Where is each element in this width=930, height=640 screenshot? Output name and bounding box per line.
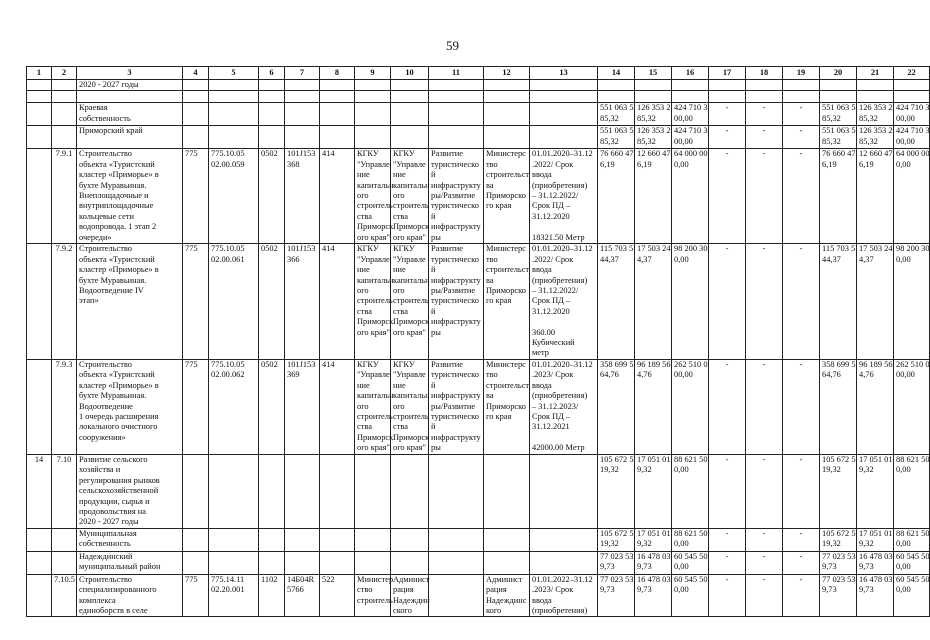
table-cell: [391, 103, 429, 126]
table-cell: 17 051 01 9,32: [857, 528, 894, 551]
table-cell: [391, 454, 429, 528]
table-cell: [259, 80, 285, 91]
table-cell: [209, 80, 259, 91]
table-cell: 551 063 5 85,32: [820, 103, 857, 126]
table-cell: [746, 80, 783, 91]
table-cell: [429, 126, 484, 149]
table-cell: [285, 454, 320, 528]
table-cell: КГКУ "Управле ние капитальн ого строитель ства Приморск ого края": [391, 359, 429, 454]
table-cell: 17 051 01 9,32: [857, 454, 894, 528]
table-cell: 88 621 50 0,00: [672, 528, 709, 551]
table-cell: [429, 80, 484, 91]
table-cell: [320, 528, 355, 551]
column-header: 21: [857, 67, 894, 80]
table-cell: -: [709, 149, 746, 244]
table-cell: -: [709, 528, 746, 551]
table-cell: [259, 551, 285, 574]
table-cell: -: [746, 551, 783, 574]
table-cell: [285, 528, 320, 551]
table-cell: -: [746, 528, 783, 551]
table-cell: [27, 528, 52, 551]
table-cell: 105 672 5 19,32: [820, 528, 857, 551]
table-cell: Муниципальная собственность: [77, 528, 183, 551]
table-cell: 64 000 00 0,00: [672, 149, 709, 244]
table-cell: 16 478 03 9,73: [857, 551, 894, 574]
table-cell: -: [709, 126, 746, 149]
table-cell: 105 672 5 19,32: [820, 454, 857, 528]
table-cell: 17 503 24 4,37: [857, 244, 894, 359]
table-cell: 12 660 47 6,19: [857, 149, 894, 244]
table-cell: 414: [320, 149, 355, 244]
column-header: 10: [391, 67, 429, 80]
table-cell: 424 710 3 00,00: [894, 103, 930, 126]
table-cell: -: [783, 574, 820, 617]
table-cell: КГКУ "Управле ние капитальн ого строитель ства Приморск ого края": [355, 244, 391, 359]
table-cell: -: [709, 551, 746, 574]
table-cell: 775: [183, 359, 209, 454]
table-cell: Министерс тво строительст ва Приморско го края: [484, 244, 530, 359]
table-cell: [285, 551, 320, 574]
table-cell: [783, 91, 820, 103]
table-cell: [27, 574, 52, 617]
table-cell: [27, 126, 52, 149]
column-header: 6: [259, 67, 285, 80]
table-cell: [672, 91, 709, 103]
table-cell: [429, 91, 484, 103]
table-cell: [484, 103, 530, 126]
table-cell: 414: [320, 244, 355, 359]
table-cell: Строительство объекта «Туристский кластер «Приморье» в бухте Муравьиная. Внеплощадочные и внутриплощадочные кольцевые сети водопровода. 1 этап 2 очереди»: [77, 149, 183, 244]
table-cell: -: [783, 126, 820, 149]
table-cell: КГКУ "Управле ние капитальн ого строитель ства Приморск ого края": [391, 244, 429, 359]
table-cell: [484, 454, 530, 528]
table-cell: 17 051 01 9,32: [635, 528, 672, 551]
table-cell: [355, 551, 391, 574]
table-cell: [52, 80, 77, 91]
table-cell: 424 710 3 00,00: [672, 126, 709, 149]
table-cell: [530, 454, 598, 528]
table-cell: [209, 528, 259, 551]
table-cell: 262 510 0 00,00: [894, 359, 930, 454]
table-cell: -: [783, 103, 820, 126]
table-cell: 76 660 47 6,19: [820, 149, 857, 244]
table-cell: 01.01.2020–31.12 .2022/ Срок ввода (приобретения) – 31.12.2022/ Срок ПД – 31.12.2020 18321.50 Метр: [530, 149, 598, 244]
table-cell: [259, 91, 285, 103]
table-cell: [530, 126, 598, 149]
table-cell: -: [746, 149, 783, 244]
table-cell: 775.10.05 02.00.059: [209, 149, 259, 244]
table-row: [27, 149, 930, 244]
table-cell: [391, 126, 429, 149]
table-cell: КГКУ "Управле ние капитальн ого строитель ства Приморск ого края": [355, 359, 391, 454]
table-cell: КГКУ "Управле ние капитальн ого строитель ства Приморск ого края": [391, 149, 429, 244]
table-cell: 775.14.11 02.20.001: [209, 574, 259, 617]
column-header: 22: [894, 67, 930, 80]
table-cell: [598, 80, 635, 91]
table-cell: [429, 528, 484, 551]
table-cell: [27, 244, 52, 359]
table-cell: [635, 91, 672, 103]
table-cell: 101J153 366: [285, 244, 320, 359]
table-cell: [209, 454, 259, 528]
table-cell: 101J153 368: [285, 149, 320, 244]
page-number: 59: [446, 38, 459, 53]
table-cell: 17 051 01 9,32: [635, 454, 672, 528]
table-cell: -: [709, 359, 746, 454]
table-cell: -: [746, 244, 783, 359]
table-cell: [259, 103, 285, 126]
table-cell: [209, 103, 259, 126]
table-cell: 775.10.05 02.00.062: [209, 359, 259, 454]
table-cell: [320, 454, 355, 528]
table-cell: 0502: [259, 359, 285, 454]
table-cell: [52, 91, 77, 103]
table-cell: [320, 103, 355, 126]
table-cell: 96 189 56 4,76: [635, 359, 672, 454]
table-cell: -: [783, 551, 820, 574]
table-cell: [894, 91, 930, 103]
column-header: 11: [429, 67, 484, 80]
table-cell: [391, 91, 429, 103]
table-cell: [52, 103, 77, 126]
table-cell: 105 672 5 19,32: [598, 454, 635, 528]
column-header: 19: [783, 67, 820, 80]
table-cell: [52, 528, 77, 551]
table-cell: 101J153 369: [285, 359, 320, 454]
table-cell: [530, 80, 598, 91]
table-cell: 17 503 24 4,37: [635, 244, 672, 359]
table-cell: 14Б04R 5766: [285, 574, 320, 617]
table-cell: [77, 91, 183, 103]
table-cell: [709, 80, 746, 91]
table-cell: [530, 91, 598, 103]
table-cell: Строительство объекта «Туристский кластер «Приморье» в бухте Муравьиная. Водоотведение 1 очередь расширения локального очистного сооружения»: [77, 359, 183, 454]
table-cell: [355, 80, 391, 91]
column-header: 18: [746, 67, 783, 80]
table-cell: КГКУ "Управле ние капитальн ого строитель ства Приморск ого края": [355, 149, 391, 244]
table-cell: [183, 103, 209, 126]
table-cell: [709, 91, 746, 103]
table-cell: [391, 528, 429, 551]
table-cell: [783, 80, 820, 91]
table-cell: 7.9.3: [52, 359, 77, 454]
table-cell: [429, 454, 484, 528]
table-cell: [285, 103, 320, 126]
header-row: [27, 67, 930, 80]
column-header: 4: [183, 67, 209, 80]
table-cell: -: [746, 454, 783, 528]
table-cell: 262 510 0 00,00: [672, 359, 709, 454]
column-header: 16: [672, 67, 709, 80]
table-cell: -: [709, 574, 746, 617]
table-cell: Админист рация Надеждинс кого: [484, 574, 530, 617]
table-cell: [857, 80, 894, 91]
table-cell: Министерс тво строительст ва Приморско го края: [484, 359, 530, 454]
table-cell: [530, 528, 598, 551]
table-cell: -: [746, 574, 783, 617]
table-cell: [672, 80, 709, 91]
table-cell: Краевая собственность: [77, 103, 183, 126]
table-row: [27, 551, 930, 574]
table-cell: [259, 126, 285, 149]
table-cell: 60 545 50 0,00: [894, 574, 930, 617]
table-cell: Развитие туристическо й инфраструкту ры/Развитие туристическо й инфраструкту ры: [429, 149, 484, 244]
table-row: [27, 574, 930, 617]
table-cell: [259, 528, 285, 551]
table-cell: [355, 91, 391, 103]
table-cell: [285, 126, 320, 149]
table-cell: [320, 80, 355, 91]
table-cell: 98 200 30 0,00: [672, 244, 709, 359]
column-header: 5: [209, 67, 259, 80]
table-cell: 16 478 03 9,73: [857, 574, 894, 617]
table-cell: [259, 454, 285, 528]
table-cell: 01.01.2020–31.12 .2023/ Срок ввода (приобретения) – 31.12.2023/ Срок ПД – 31.12.2021 42000.00 Метр: [530, 359, 598, 454]
table-cell: Надеждинский муниципальный район: [77, 551, 183, 574]
column-header: 3: [77, 67, 183, 80]
table-cell: [183, 454, 209, 528]
table-cell: Развитие туристическо й инфраструкту ры/Развитие туристическо й инфраструкту ры: [429, 359, 484, 454]
table-cell: Министер ство строитель: [355, 574, 391, 617]
table-cell: 60 545 50 0,00: [672, 574, 709, 617]
table-cell: Строительство объекта «Туристский кластер «Приморье» в бухте Муравьиная. Водоотведение IV этап»: [77, 244, 183, 359]
table-cell: [320, 126, 355, 149]
table-cell: 16 478 03 9,73: [635, 551, 672, 574]
table-cell: [530, 103, 598, 126]
table-cell: [355, 103, 391, 126]
table-row: [27, 103, 930, 126]
table-cell: [52, 551, 77, 574]
table-row: [27, 80, 930, 91]
table-row: [27, 126, 930, 149]
table-cell: 60 545 50 0,00: [894, 551, 930, 574]
table-cell: [209, 551, 259, 574]
table-cell: [183, 126, 209, 149]
table-cell: 64 000 00 0,00: [894, 149, 930, 244]
table-cell: [429, 103, 484, 126]
table-cell: 77 023 53 9,73: [598, 574, 635, 617]
table-cell: 7.9.2: [52, 244, 77, 359]
table-cell: 424 710 3 00,00: [672, 103, 709, 126]
table-cell: [355, 126, 391, 149]
table-cell: 551 063 5 85,32: [820, 126, 857, 149]
table-row: [27, 528, 930, 551]
table-cell: -: [709, 103, 746, 126]
table-cell: 358 699 5 64,76: [598, 359, 635, 454]
table-cell: [484, 528, 530, 551]
table-cell: [391, 80, 429, 91]
table-cell: -: [783, 528, 820, 551]
table-cell: Развитие сельского хозяйства и регулирования рынков сельскохозяйственной продукции, сырья и продовольствия на 2020 - 2027 годы: [77, 454, 183, 528]
table-cell: [183, 91, 209, 103]
table-cell: 522: [320, 574, 355, 617]
table-cell: [429, 551, 484, 574]
table-cell: [484, 126, 530, 149]
table-cell: -: [709, 244, 746, 359]
column-header: 7: [285, 67, 320, 80]
table-cell: 551 063 5 85,32: [598, 126, 635, 149]
table-cell: Развитие туристическо й инфраструкту ры/Развитие туристическо й инфраструкту ры: [429, 244, 484, 359]
table-cell: [285, 80, 320, 91]
table-row: [27, 244, 930, 359]
table-cell: [355, 454, 391, 528]
table-cell: 126 353 2 85,32: [635, 103, 672, 126]
table-cell: [857, 91, 894, 103]
table-cell: [183, 551, 209, 574]
table-cell: [820, 91, 857, 103]
table-cell: 77 023 53 9,73: [598, 551, 635, 574]
table-cell: 77 023 53 9,73: [820, 551, 857, 574]
table-cell: 76 660 47 6,19: [598, 149, 635, 244]
table-cell: 7.9.1: [52, 149, 77, 244]
table-cell: [209, 126, 259, 149]
table-cell: 0502: [259, 149, 285, 244]
table-cell: [183, 80, 209, 91]
table-cell: [484, 91, 530, 103]
table-cell: 775.10.05 02.00.061: [209, 244, 259, 359]
table-cell: [894, 80, 930, 91]
table-cell: [746, 91, 783, 103]
table-cell: [27, 359, 52, 454]
table-cell: [635, 80, 672, 91]
table-cell: 12 660 47 6,19: [635, 149, 672, 244]
table-cell: [391, 551, 429, 574]
table-cell: -: [783, 454, 820, 528]
budget-table: [26, 66, 930, 617]
table-cell: [285, 91, 320, 103]
table-cell: [52, 126, 77, 149]
table-cell: 115 703 5 44,37: [598, 244, 635, 359]
table-cell: 126 353 2 85,32: [857, 103, 894, 126]
table-cell: 88 621 50 0,00: [894, 528, 930, 551]
table-cell: Строительство специализированного комплекса единоборств в селе: [77, 574, 183, 617]
table-cell: -: [783, 359, 820, 454]
table-cell: 775: [183, 149, 209, 244]
table-cell: 98 200 30 0,00: [894, 244, 930, 359]
table-cell: 14: [27, 454, 52, 528]
table-cell: [209, 91, 259, 103]
table-cell: 2020 - 2027 годы: [77, 80, 183, 91]
column-header: 2: [52, 67, 77, 80]
table-cell: [484, 551, 530, 574]
table-cell: -: [746, 359, 783, 454]
table-cell: 358 699 5 64,76: [820, 359, 857, 454]
column-header: 9: [355, 67, 391, 80]
table-cell: 414: [320, 359, 355, 454]
table-cell: [320, 551, 355, 574]
column-header: 12: [484, 67, 530, 80]
table-cell: 775: [183, 244, 209, 359]
table-cell: Приморский край: [77, 126, 183, 149]
table-cell: 424 710 3 00,00: [894, 126, 930, 149]
table-cell: 0502: [259, 244, 285, 359]
table-cell: 01.01.2020–31.12 .2022/ Срок ввода (приобретения) – 31.12.2022/ Срок ПД – 31.12.2020 360.00 Кубический метр: [530, 244, 598, 359]
table-cell: 1102: [259, 574, 285, 617]
table-cell: [598, 91, 635, 103]
column-header: 17: [709, 67, 746, 80]
table-cell: [355, 528, 391, 551]
table-row: [27, 454, 930, 528]
table-cell: [183, 528, 209, 551]
table-cell: 88 621 50 0,00: [894, 454, 930, 528]
table-cell: [320, 91, 355, 103]
table-cell: 126 353 2 85,32: [857, 126, 894, 149]
column-header: 8: [320, 67, 355, 80]
table-cell: [27, 103, 52, 126]
table-cell: [27, 551, 52, 574]
table-cell: 01.01.2022–31.12 .2023/ Срок ввода (приобретения): [530, 574, 598, 617]
table-cell: 60 545 50 0,00: [672, 551, 709, 574]
table-cell: 7.10: [52, 454, 77, 528]
column-header: 15: [635, 67, 672, 80]
table-cell: Министерс тво строительст ва Приморско го края: [484, 149, 530, 244]
table-cell: -: [746, 103, 783, 126]
table-row: [27, 91, 930, 103]
table-cell: -: [783, 149, 820, 244]
table-cell: 126 353 2 85,32: [635, 126, 672, 149]
table-cell: [27, 91, 52, 103]
table-cell: -: [783, 244, 820, 359]
table-row: [27, 359, 930, 454]
table-cell: 77 023 53 9,73: [820, 574, 857, 617]
table-cell: 16 478 03 9,73: [635, 574, 672, 617]
table-cell: -: [746, 126, 783, 149]
column-header: 14: [598, 67, 635, 80]
table-cell: [484, 80, 530, 91]
table-cell: [530, 551, 598, 574]
table-cell: 551 063 5 85,32: [598, 103, 635, 126]
table-cell: [27, 80, 52, 91]
table-cell: 775: [183, 574, 209, 617]
table-cell: 115 703 5 44,37: [820, 244, 857, 359]
table-cell: 7.10.5: [52, 574, 77, 617]
column-header: 20: [820, 67, 857, 80]
table-cell: [27, 149, 52, 244]
table-cell: -: [709, 454, 746, 528]
table-cell: [820, 80, 857, 91]
table-cell: 105 672 5 19,32: [598, 528, 635, 551]
table-cell: Админист рация Надеждин ского: [391, 574, 429, 617]
table-cell: 96 189 56 4,76: [857, 359, 894, 454]
column-header: 13: [530, 67, 598, 80]
table-cell: 88 621 50 0,00: [672, 454, 709, 528]
table-cell: [429, 574, 484, 617]
column-header: 1: [27, 67, 52, 80]
